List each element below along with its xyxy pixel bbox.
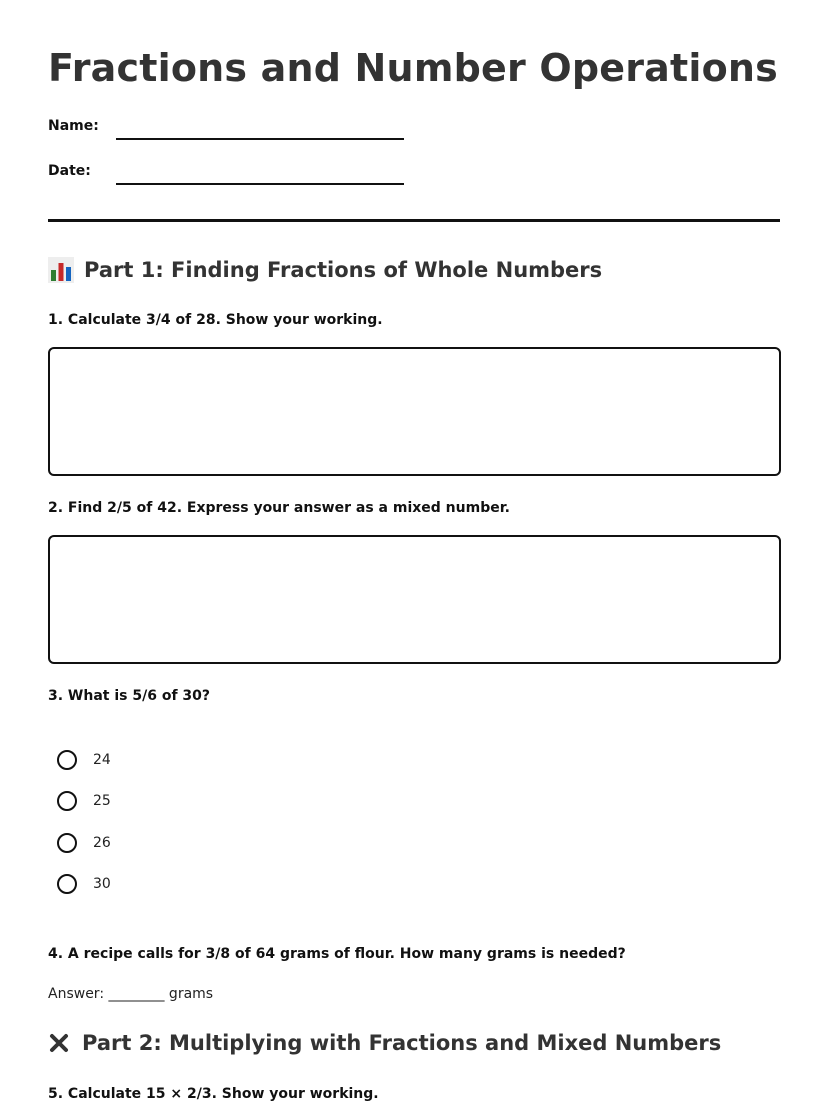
q3-option-30[interactable] bbox=[57, 871, 111, 897]
header-divider bbox=[48, 219, 780, 222]
q4-answer-line[interactable]: Answer: ________ grams bbox=[48, 986, 214, 1002]
question-2: 2. Find 2/5 of 42. Express your answer as a mixed number. bbox=[48, 500, 510, 516]
answer-box-1[interactable] bbox=[48, 347, 781, 476]
radio-button[interactable] bbox=[57, 833, 77, 853]
option-label: 25 bbox=[93, 793, 111, 809]
radio-button[interactable] bbox=[57, 750, 77, 770]
bar-chart-icon bbox=[48, 257, 78, 283]
option-label: 26 bbox=[93, 835, 111, 851]
question-4: 4. A recipe calls for 3/8 of 64 grams of flour. How many grams is needed? bbox=[48, 946, 626, 962]
answer-box-2[interactable] bbox=[48, 535, 781, 664]
date-label: Date: bbox=[48, 163, 91, 179]
part2-heading bbox=[48, 1030, 721, 1056]
radio-button[interactable] bbox=[57, 874, 77, 894]
question-3: 3. What is 5/6 of 30? bbox=[48, 688, 211, 704]
radio-button[interactable] bbox=[57, 791, 77, 811]
part1-title: Part 1: Finding Fractions of Whole Numbers bbox=[84, 258, 603, 282]
name-field[interactable] bbox=[116, 138, 404, 140]
option-label: 30 bbox=[93, 876, 111, 892]
question-1: 1. Calculate 3/4 of 28. Show your working. bbox=[48, 312, 383, 328]
q3-option-25[interactable] bbox=[57, 788, 111, 814]
option-label: 24 bbox=[93, 752, 111, 768]
date-field[interactable] bbox=[116, 183, 404, 185]
name-label: Name: bbox=[48, 118, 99, 134]
q3-option-24[interactable] bbox=[57, 747, 111, 773]
multiply-icon bbox=[48, 1030, 76, 1056]
part1-heading bbox=[48, 257, 602, 283]
page-title: Fractions and Number Operations bbox=[48, 46, 778, 90]
q3-option-26[interactable] bbox=[57, 830, 111, 856]
question-5: 5. Calculate 15 × 2/3. Show your working. bbox=[48, 1086, 379, 1102]
part2-title: Part 2: Multiplying with Fractions and Mixed Numbers bbox=[82, 1031, 722, 1055]
